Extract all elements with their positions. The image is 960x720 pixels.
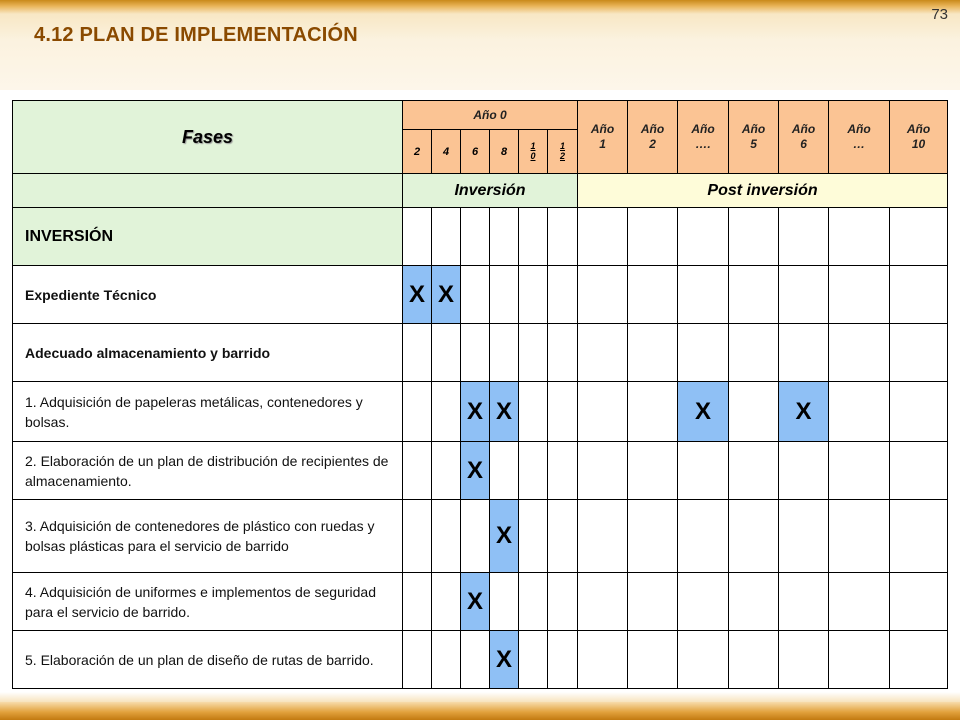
schedule-cell	[779, 573, 829, 631]
schedule-cell	[490, 442, 519, 500]
schedule-cell	[548, 442, 578, 500]
schedule-cell	[490, 324, 519, 382]
month-header: 6	[461, 130, 490, 174]
schedule-cell	[432, 208, 461, 266]
schedule-cell	[678, 266, 729, 324]
schedule-cell	[678, 324, 729, 382]
schedule-cell	[578, 631, 628, 689]
schedule-cell	[729, 573, 779, 631]
bottom-banner	[0, 700, 960, 720]
table-row	[13, 324, 948, 382]
inversion-header: Inversión	[403, 174, 578, 208]
schedule-cell	[890, 500, 948, 573]
schedule-cell	[628, 208, 678, 266]
schedule-mark: X	[461, 442, 490, 500]
post-inversion-header: Post inversión	[578, 174, 948, 208]
year-header: Año 10	[890, 101, 948, 174]
schedule-cell	[729, 382, 779, 442]
schedule-cell	[729, 442, 779, 500]
activity-label: 3. Adquisición de contenedores de plástico con ruedas y bolsas plásticas para el servicio de barrido	[13, 500, 403, 573]
schedule-mark: X	[461, 573, 490, 631]
schedule-mark: X	[490, 500, 519, 573]
schedule-cell	[461, 208, 490, 266]
year-header: Año …	[829, 101, 890, 174]
schedule-cell	[432, 324, 461, 382]
schedule-cell	[578, 382, 628, 442]
schedule-cell	[519, 266, 548, 324]
schedule-cell	[678, 631, 729, 689]
table-row	[13, 573, 948, 631]
schedule-cell	[628, 382, 678, 442]
schedule-cell	[890, 382, 948, 442]
schedule-cell	[461, 631, 490, 689]
activity-label: Expediente Técnico	[13, 266, 403, 324]
schedule-mark: X	[490, 382, 519, 442]
schedule-cell	[519, 500, 548, 573]
schedule-cell	[890, 442, 948, 500]
schedule-cell	[678, 208, 729, 266]
schedule-cell	[829, 442, 890, 500]
schedule-cell	[628, 442, 678, 500]
schedule-cell	[578, 208, 628, 266]
schedule-cell	[779, 208, 829, 266]
schedule-cell	[779, 631, 829, 689]
schedule-cell	[403, 573, 432, 631]
table-row	[13, 442, 948, 500]
schedule-cell	[403, 208, 432, 266]
schedule-mark: X	[461, 382, 490, 442]
schedule-cell	[829, 266, 890, 324]
schedule-cell	[628, 324, 678, 382]
section-label: INVERSIÓN	[13, 208, 403, 266]
schedule-cell	[578, 500, 628, 573]
schedule-cell	[779, 324, 829, 382]
year-header: Año 2	[628, 101, 678, 174]
schedule-cell	[578, 442, 628, 500]
schedule-cell	[729, 324, 779, 382]
schedule-cell	[578, 266, 628, 324]
schedule-cell	[548, 324, 578, 382]
schedule-cell	[432, 382, 461, 442]
year-header: Año 5	[729, 101, 779, 174]
schedule-cell	[628, 500, 678, 573]
year-header: Año 1	[578, 101, 628, 174]
schedule-cell	[890, 266, 948, 324]
schedule-cell	[729, 631, 779, 689]
activity-label: Adecuado almacenamiento y barrido	[13, 324, 403, 382]
page-number: 73	[931, 6, 948, 23]
schedule-cell	[729, 266, 779, 324]
month-header: 8	[490, 130, 519, 174]
schedule-cell	[890, 631, 948, 689]
fases-header: Fases	[13, 101, 403, 174]
table-row	[13, 500, 948, 573]
header-row-phases	[13, 174, 948, 208]
schedule-cell	[578, 324, 628, 382]
schedule-cell	[628, 631, 678, 689]
schedule-cell	[729, 208, 779, 266]
schedule-cell	[490, 266, 519, 324]
schedule-cell	[519, 631, 548, 689]
schedule-mark: X	[779, 382, 829, 442]
schedule-cell	[403, 382, 432, 442]
schedule-cell	[829, 573, 890, 631]
schedule-cell	[432, 442, 461, 500]
table-row	[13, 382, 948, 442]
schedule-cell	[779, 442, 829, 500]
schedule-cell	[432, 631, 461, 689]
header-row-years	[13, 101, 948, 130]
schedule-cell	[548, 631, 578, 689]
schedule-cell	[729, 500, 779, 573]
schedule-cell	[519, 382, 548, 442]
schedule-cell	[678, 500, 729, 573]
schedule-cell	[890, 573, 948, 631]
schedule-cell	[432, 573, 461, 631]
schedule-mark: X	[490, 631, 519, 689]
schedule-cell	[829, 324, 890, 382]
page-title: 4.12 PLAN DE IMPLEMENTACIÓN	[34, 24, 358, 46]
schedule-cell	[829, 631, 890, 689]
activity-label: 4. Adquisición de uniformes e implementos de seguridad para el servicio de barrido.	[13, 573, 403, 631]
month-header: 2	[403, 130, 432, 174]
schedule-cell	[779, 266, 829, 324]
table-row	[13, 631, 948, 689]
schedule-cell	[890, 208, 948, 266]
activity-label: 5. Elaboración de un plan de diseño de rutas de barrido.	[13, 631, 403, 689]
schedule-cell	[490, 208, 519, 266]
schedule-cell	[519, 442, 548, 500]
schedule-cell	[403, 324, 432, 382]
schedule-cell	[403, 442, 432, 500]
month-header: 4	[432, 130, 461, 174]
schedule-cell	[519, 324, 548, 382]
schedule-cell	[628, 266, 678, 324]
schedule-cell	[548, 266, 578, 324]
phase-spacer	[13, 174, 403, 208]
schedule-mark: X	[403, 266, 432, 324]
schedule-cell	[779, 500, 829, 573]
schedule-cell	[548, 573, 578, 631]
schedule-cell	[461, 266, 490, 324]
schedule-mark: X	[432, 266, 461, 324]
schedule-cell	[403, 500, 432, 573]
schedule-cell	[578, 573, 628, 631]
schedule-cell	[403, 631, 432, 689]
year-header: Año ….	[678, 101, 729, 174]
schedule-cell	[829, 382, 890, 442]
year-header: Año 6	[779, 101, 829, 174]
implementation-plan-table	[12, 100, 948, 689]
schedule-cell	[890, 324, 948, 382]
table-row	[13, 266, 948, 324]
month-header: $\frac{1}{0}$	[519, 130, 548, 174]
schedule-cell	[548, 208, 578, 266]
schedule-cell	[628, 573, 678, 631]
year0-header: Año 0	[403, 101, 578, 130]
schedule-cell	[519, 573, 548, 631]
activity-label: 2. Elaboración de un plan de distribución de recipientes de almacenamiento.	[13, 442, 403, 500]
schedule-cell	[461, 324, 490, 382]
schedule-cell	[490, 573, 519, 631]
schedule-cell	[519, 208, 548, 266]
schedule-cell	[461, 500, 490, 573]
schedule-cell	[548, 382, 578, 442]
schedule-cell	[548, 500, 578, 573]
schedule-mark: X	[678, 382, 729, 442]
month-header: $\frac{1}{2}$	[548, 130, 578, 174]
schedule-cell	[829, 208, 890, 266]
schedule-cell	[829, 500, 890, 573]
schedule-cell	[678, 442, 729, 500]
schedule-cell	[678, 573, 729, 631]
table-row	[13, 208, 948, 266]
activity-label: 1. Adquisición de papeleras metálicas, contenedores y bolsas.	[13, 382, 403, 442]
schedule-cell	[432, 500, 461, 573]
